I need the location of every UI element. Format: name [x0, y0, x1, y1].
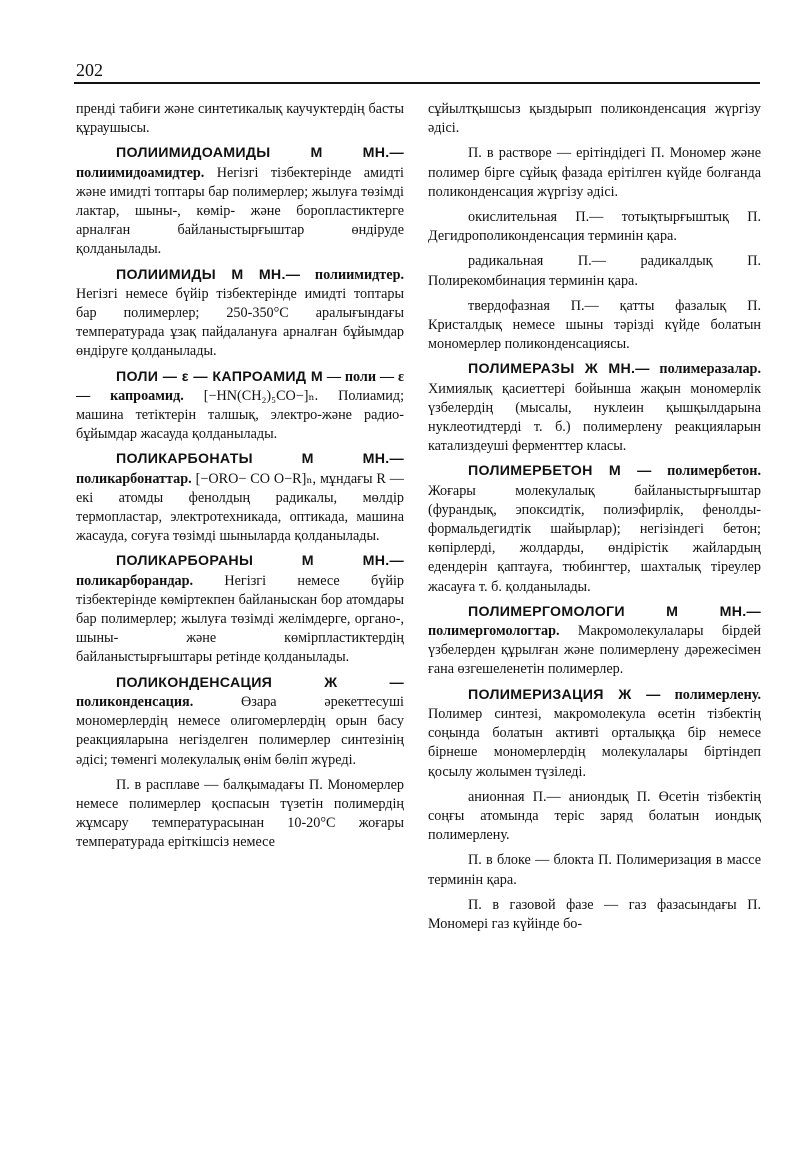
entry-definition: Негізгі немесе бүйір тізбектерінде көміртекпен байланыскан бор атомдары бар полимерлер; жылуға төзімді желімдерге, органо-, шыны- және көмірпластиктердің байланыстырғыштары ретінде қолданылады.	[76, 572, 404, 666]
entry-headword: ПОЛИКАРБОРАНЫ М МН.—	[116, 553, 404, 570]
entry-definition: Жоғары молекулалық байланыстырғыштар (фурандық, эпоксидтік, полиэфирлік, фенолды-формальдегидтік шайырлар); негізіндегі бетон; көпірлерді, жолдарды, өндірістік жайлардың едендерін қаптауға, тюбингтер, шахталық тіреулер жасауға т. б. қолданылады.	[428, 482, 761, 595]
entry-definition: Өзара әрекеттесуші мономерлердің немесе олигомерлердің орын басу реакцияларына негізделген полимерлер синтезінің әдісі; төменгі молекулалық өнім бөліп жүреді.	[76, 693, 405, 768]
right-column	[428, 100, 761, 940]
entry-definition: Макромолекулалары бірдей үзбелерден құрылған және полимерлену дәрежесімен ғана өзгешеленетін полимерлер.	[428, 623, 761, 678]
entry-translation: полимергомологтар.	[428, 623, 560, 640]
entry-headword: ПОЛИКОНДЕНСАЦИЯ Ж —	[116, 674, 404, 691]
entry-polymerization	[428, 686, 761, 782]
page-number: 202	[76, 60, 103, 80]
entry-polycarbonates	[76, 450, 404, 546]
entry-polymer-concrete	[428, 462, 761, 596]
entry-definition: Полимер синтезі, макромолекула өсетін тізбектің соңында болатын активті орталыққа бір немесе бірнеше мономерлердің молекулалары біртіндеп қосылу жолымен түзіледі.	[428, 705, 761, 780]
entry-polymer-homologs	[428, 603, 761, 680]
entry-polycaproamide	[76, 368, 404, 445]
entry-headword: ПОЛИМЕРИЗАЦИЯ Ж —	[468, 686, 661, 703]
entry-headword: ПОЛИКАРБОНАТЫ М МН.—	[116, 451, 404, 468]
continuation-paragraph: пренді табиғи және синтетикалық каучуктердің басты құраушысы.	[76, 101, 404, 137]
entry-headword: ПОЛИМЕРБЕТОН М —	[468, 463, 652, 480]
subentry-oxidative: окислительная П.— тотықтырғыштық П. Дегидрополиконденсация терминін қара.	[428, 209, 761, 245]
entry-headword: ПОЛИИМИДОАМИДЫ М МН.—	[116, 145, 404, 162]
entry-polyimidoamides	[76, 144, 404, 259]
entry-definition: Негізгі немесе бүйір тізбектерінде имидті топтары бар полимерлер; 250-350°С аралығындағы температурада ұзақ пайдалануға арналған бұйымдар өндіруге қолданылады.	[76, 285, 404, 360]
entry-translation: поликонденсация.	[76, 693, 194, 710]
entry-translation: полиимидтер.	[314, 266, 405, 283]
subentry-gas-phase: П. в газовой фазе — газ фазасындағы П. Мономері газ күйінде бо-	[428, 896, 761, 932]
entry-translation: полимеразалар.	[659, 361, 761, 378]
left-column	[76, 100, 404, 859]
entry-formula: [−HN(CH₂)₅CO−]ₙ.	[203, 387, 319, 404]
subentry-block: П. в блоке — блокта П. Полимеризация в массе терминін қара.	[428, 852, 761, 888]
entry-translation: — поли — ε — капроамид.	[76, 368, 405, 404]
entry-definition: Химиялық қасиеттері бойынша жақын мономерлік үзбелердің (мысалы, нуклеин қышқылдарына нуклеотидтерді т. б.) полимерлену реакцияларын катализдеуші ферменттер класы.	[428, 380, 761, 455]
entry-formula: [−ORO− CO O−R]ₙ,	[195, 470, 317, 487]
entry-definition: Негізгі тізбектерінде амидті және имидті топтары бар полимерлер; жылуға төзімді лактар, шыны-, көмір- және боропластиктерге арналған байланыстырғыштар өндіруде қолданылады.	[76, 164, 404, 258]
subentry-solid-phase: твердофазная П.— қатты фазалық П. Кристалдық немесе шыны тәрізді күйде болатын мономерлер поликонденсациясы.	[428, 297, 761, 353]
entry-headword: ПОЛИ — ε — КАПРОАМИД М	[116, 368, 323, 385]
entry-headword: ПОЛИИМИДЫ М МН.—	[116, 266, 301, 283]
entry-translation: поликарборандар.	[76, 572, 194, 589]
entry-translation: поликарбонаттар.	[76, 470, 192, 487]
entry-polycarboranes	[76, 552, 404, 667]
entry-polyimides	[76, 266, 404, 362]
header-rule	[74, 82, 760, 84]
subentry-anionic: анионная П.— аниондық П. Өсетін тізбектің соңғы атомында теріс заряд болатын иондық полимерлену.	[428, 788, 761, 844]
entry-polycondensation	[76, 674, 404, 770]
entry-definition: мұндағы R — екі атомды фенолдың радикалы, мөлдір термопластар, электротехникада, оптикада, машина жасауда, соғуға төзімді шыныларда қолданылады.	[76, 470, 404, 545]
entry-headword: ПОЛИМЕРАЗЫ Ж МН.—	[468, 361, 650, 378]
subentry-solution: П. в растворе — ерітіндідегі П. Мономер және полимер бірге сұйық фазада ерітілген күйде болғанда поликонденсация жүргізу әдісі.	[428, 145, 761, 200]
entry-translation: полимерлену.	[674, 686, 761, 703]
subentry-melt: П. в расплаве — балқымадағы П. Мономерлер немесе полимерлер қоспасын түзетін полимердің жұмсару температурасынан 10-20°С жоғары температурада еріткішсіз немесе	[76, 776, 404, 851]
entry-headword: ПОЛИМЕРГОМОЛОГИ М МН.—	[468, 603, 761, 620]
entry-definition: Полиамид; машина тетіктерін талшық, электро-және радио-бұйымдар жасауда қолданылады.	[76, 387, 405, 443]
entry-translation: полимербетон.	[667, 463, 761, 480]
entry-translation: полиимидоамидтер.	[76, 164, 205, 181]
continuation-paragraph: сұйылтқышсыз қыздырып поликонденсация жүргізу әдісі.	[428, 101, 761, 137]
entry-polymerases	[428, 360, 761, 456]
subentry-radical: радикальная П.— радикалдық П. Полирекомбинация терминін қара.	[428, 253, 761, 289]
